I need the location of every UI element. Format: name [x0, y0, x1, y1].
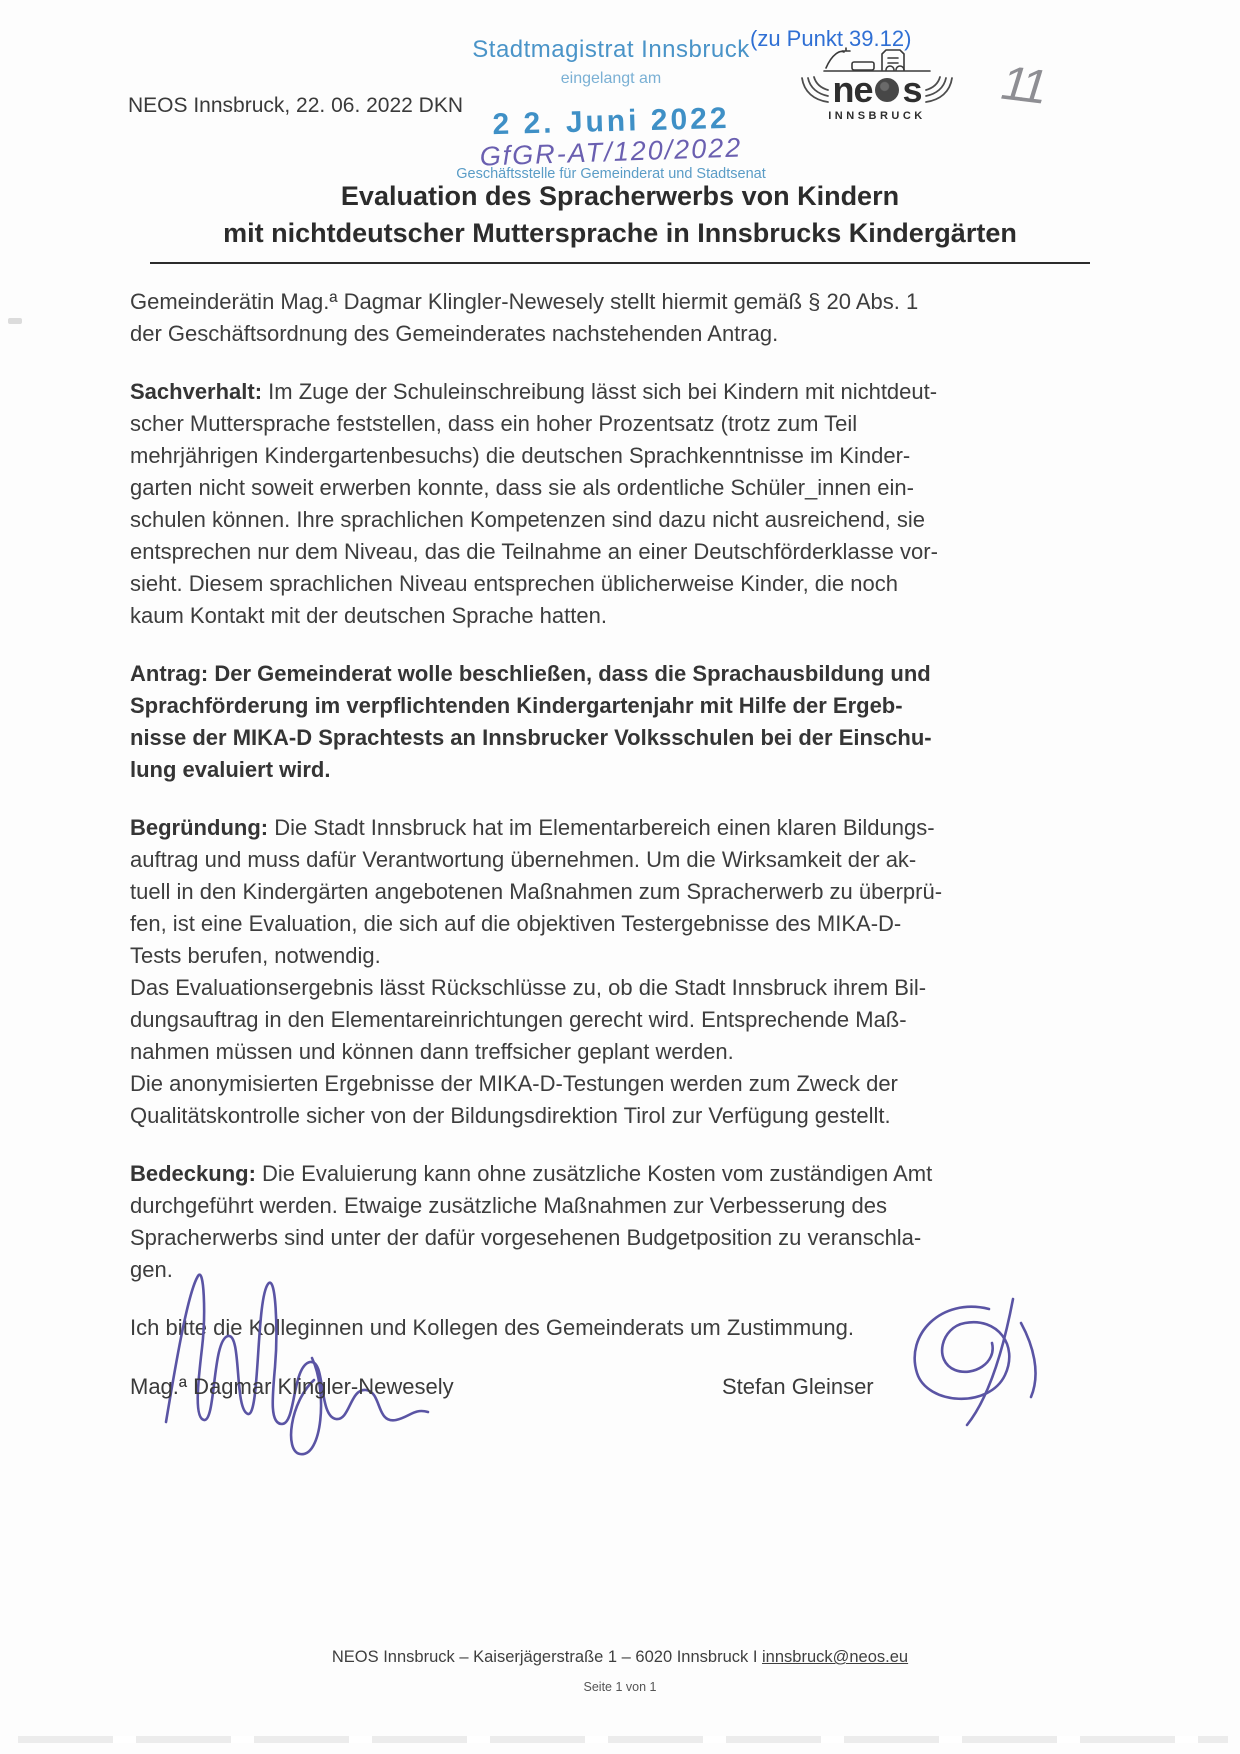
neos-innsbruck-logo	[796, 46, 958, 122]
text-line: durchgeführt werden. Etwaige zusätzliche Maßnahmen zur Verbesserung des	[130, 1193, 887, 1218]
handwritten-reference-number: GfGR-AT/120/2022	[479, 132, 743, 172]
neos-wordmark-left: ne	[832, 69, 873, 110]
text-line: schulen können. Ihre sprachlichen Kompetenzen sind dazu nicht ausreichend, sie	[130, 507, 925, 532]
signature-gleinser	[893, 1293, 1058, 1433]
agenda-point-note: (zu Punkt 39.12)	[750, 26, 912, 51]
neos-globe-icon	[875, 78, 899, 102]
text-line: Das Evaluationsergebnis lässt Rückschlüsse zu, ob die Stadt Innsbruck ihrem Bil-	[130, 975, 927, 1000]
intro-paragraph	[130, 286, 1130, 350]
sachverhalt-lines	[130, 408, 1130, 632]
text-line: sieht. Diesem sprachlichen Niveau entsprechen üblicherweise Kinder, die noch	[130, 571, 898, 596]
sachverhalt-label: Sachverhalt:	[130, 379, 263, 404]
receipt-stamp	[426, 36, 796, 184]
footer-address-text: NEOS Innsbruck – Kaiserjägerstraße 1 – 6020 Innsbruck I	[331, 1648, 763, 1666]
footer-email-link[interactable]: innsbruck@neos.eu	[762, 1648, 909, 1666]
text-line: Spracherwerbs sind unter der dafür vorgesehenen Budgetposition zu veranschla-	[130, 1225, 922, 1250]
stamp-received-label: eingelangt am	[560, 69, 662, 87]
antrag-label: Antrag:	[130, 661, 209, 686]
text-line: Gemeinderätin Mag.ª Dagmar Klingler-Newesely stellt hiermit gemäß § 20 Abs. 1	[130, 289, 919, 314]
footer-page-number: Seite 1 von 1	[583, 1680, 657, 1694]
text-line: fen, ist eine Evaluation, die sich auf die objektiven Testergebnisse des MIKA-D-	[130, 911, 902, 936]
document-body	[130, 286, 1130, 1370]
text-line: auftrag und muss dafür Verantwortung übernehmen. Um die Wirksamkeit der ak-	[130, 847, 917, 872]
text-line: dungsauftrag in den Elementareinrichtungen gerecht wird. Entsprechende Maß-	[130, 1007, 907, 1032]
stamp-office: Geschäftsstelle für Gemeinderat und Stadtsenat	[456, 166, 766, 183]
text-line: nisse der MIKA-D Sprachtests an Innsbrucker Volksschulen bei der Einschu-	[130, 725, 932, 750]
signer-name-right: Stefan Gleinser	[722, 1374, 874, 1399]
text-line: Tests berufen, notwendig.	[130, 943, 381, 968]
antrag-first-line-text: Der Gemeinderat wolle beschließen, dass die Sprachausbildung und	[208, 661, 931, 686]
closing-line: Ich bitte die Kolleginnen und Kollegen des Gemeinderats um Zustimmung.	[130, 1315, 854, 1340]
text-line: gen.	[130, 1257, 173, 1282]
antrag-lines	[130, 690, 1130, 786]
text-line: kaum Kontakt mit der deutschen Sprache hatten.	[130, 603, 607, 628]
text-line: tuell in den Kindergärten angebotenen Maßnahmen zum Spracherwerb zu überprü-	[130, 879, 943, 904]
text-line: der Geschäftsordnung des Gemeinderates nachstehenden Antrag.	[130, 321, 779, 346]
sachverhalt-paragraph	[130, 376, 1130, 632]
text-line: mehrjährigen Kindergartenbesuchs) die deutschen Sprachkenntnisse im Kinder-	[130, 443, 911, 468]
bedeckung-label: Bedeckung:	[130, 1161, 256, 1186]
stamp-date: 2 2. Juni 2022	[492, 101, 730, 142]
antrag-paragraph	[130, 658, 1130, 786]
signature-klingler-newesely	[152, 1262, 452, 1462]
begruendung-label: Begründung:	[130, 815, 269, 840]
sachverhalt-first-line	[130, 376, 1130, 408]
neos-region-label: INNSBRUCK	[828, 110, 926, 122]
text-line: Die anonymisierten Ergebnisse der MIKA-D-Testungen werden zum Zweck der	[130, 1071, 898, 1096]
title-line-2: mit nichtdeutscher Muttersprache in Innsbrucks Kindergärten	[223, 218, 1017, 248]
bedeckung-first-line-text: Die Evaluierung kann ohne zusätzliche Kosten vom zuständigen Amt	[255, 1161, 933, 1186]
scan-edge-artifact	[8, 318, 22, 324]
begruendung-paragraph	[130, 812, 1130, 1132]
bedeckung-first-line	[130, 1158, 1130, 1190]
title-line-1: Evaluation des Spracherwerbs von Kindern	[340, 181, 900, 211]
sachverhalt-first-line-text: Im Zuge der Schuleinschreibung lässt sich bei Kindern mit nichtdeut-	[262, 379, 938, 404]
signer-name-left: Mag.ª Dagmar Klingler-Newesely	[130, 1374, 454, 1399]
text-line: lung evaluiert wird.	[130, 757, 331, 782]
text-line: scher Muttersprache feststellen, dass ein hoher Prozentsatz (trotz zum Teil	[130, 411, 858, 436]
neos-wordmark-right: s	[902, 69, 922, 110]
document-title	[150, 178, 1090, 264]
scan-bottom-artifact	[18, 1736, 1228, 1743]
text-line: garten nicht soweit erwerben konnte, dass sie als ordentliche Schüler_innen ein-	[130, 475, 914, 500]
text-line: nahmen müssen und können dann treffsicher geplant werden.	[130, 1039, 734, 1064]
stamp-organization: Stadtmagistrat Innsbruck	[472, 36, 750, 63]
begruendung-first-line	[130, 812, 1130, 844]
antrag-first-line	[130, 658, 1130, 690]
right-wing-icon	[924, 72, 954, 108]
text-line: Qualitätskontrolle sicher von der Bildungsdirektion Tirol zur Verfügung gestellt.	[130, 1103, 891, 1128]
dateline: NEOS Innsbruck, 22. 06. 2022 DKN	[128, 94, 464, 117]
text-line: entsprechen nur dem Niveau, das die Teilnahme an einer Deutschförderklasse vor-	[130, 539, 938, 564]
text-line: Sprachförderung im verpflichtenden Kindergartenjahr mit Hilfe der Ergeb-	[130, 693, 903, 718]
begruendung-lines	[130, 844, 1130, 1132]
footer-address	[0, 1648, 1240, 1667]
left-wing-icon	[800, 72, 830, 108]
handwritten-page-number: 11	[994, 57, 1052, 114]
begruendung-first-line-text: Die Stadt Innsbruck hat im Elementarbereich einen klaren Bildungs-	[268, 815, 935, 840]
